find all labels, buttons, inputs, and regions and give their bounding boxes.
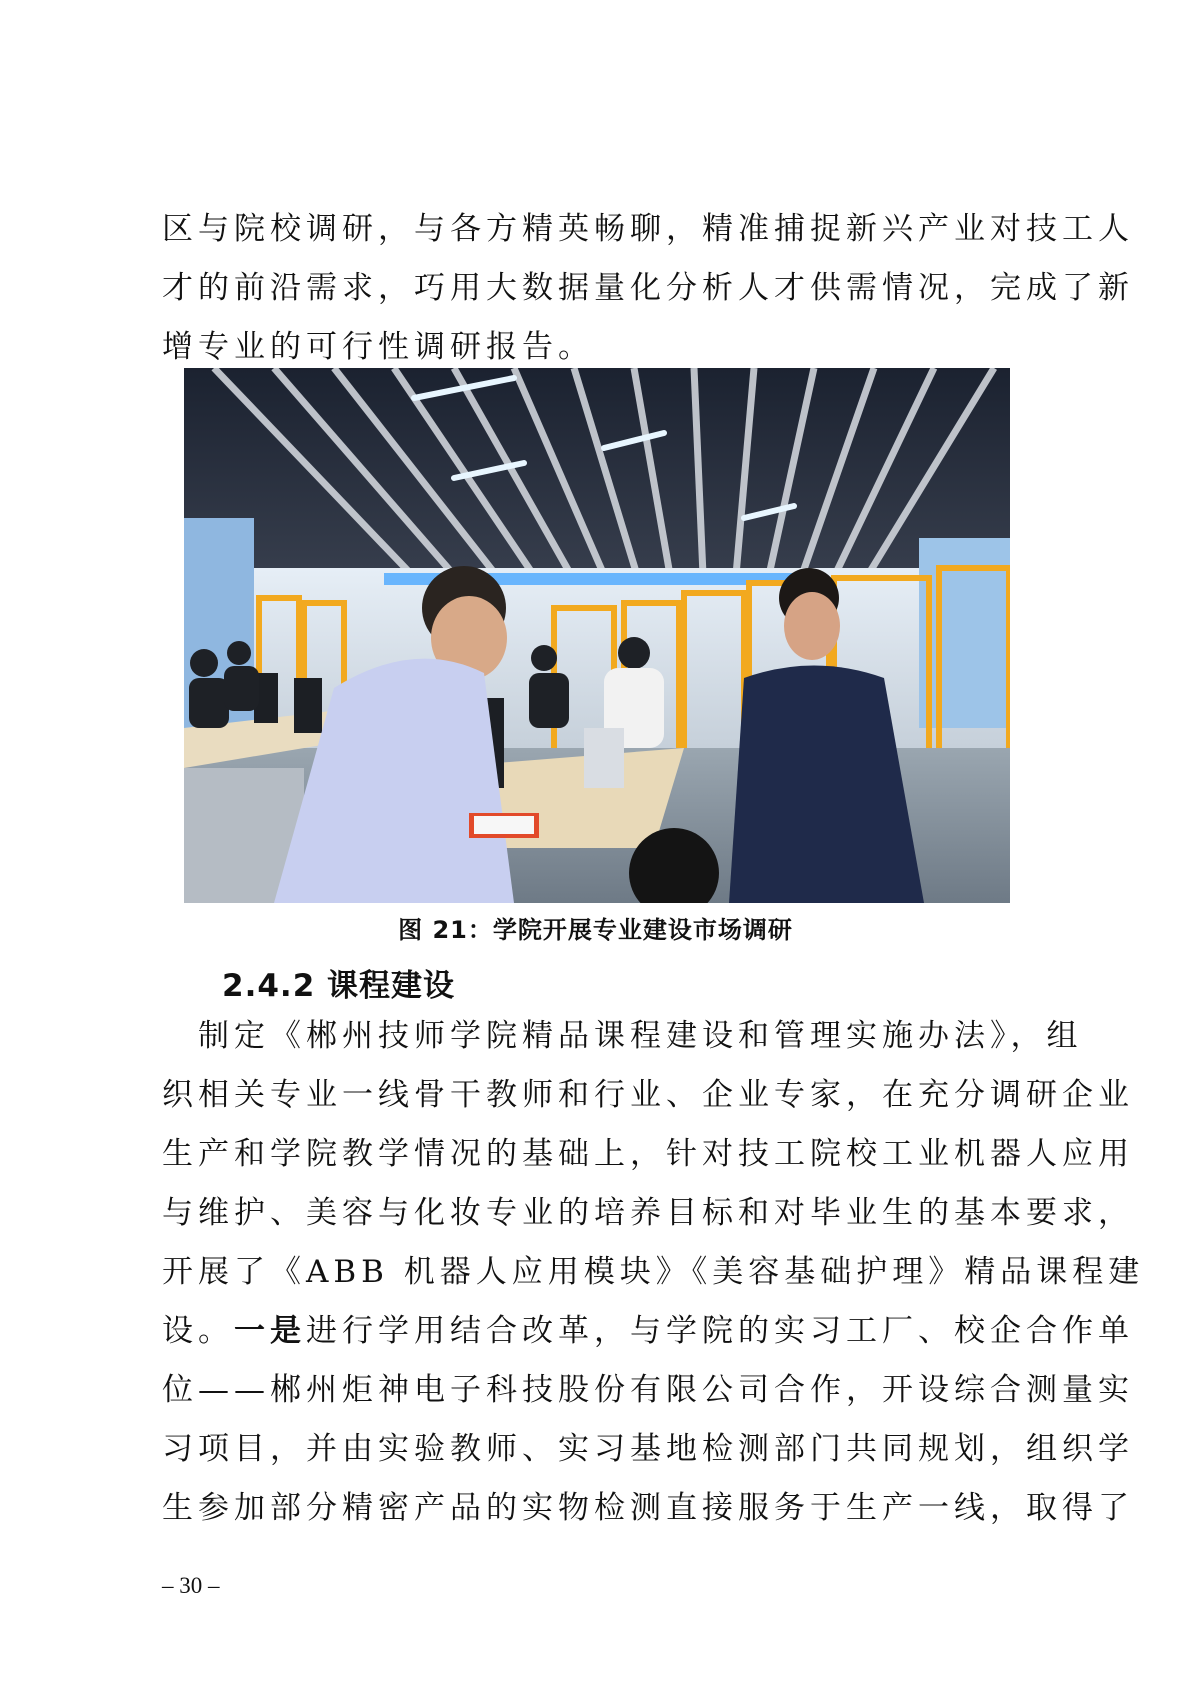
paragraph-line: 开展了《ABB 机器人应用模块》《美容基础护理》精品课程建 [162, 1254, 1145, 1290]
intro-paragraph [162, 200, 1134, 377]
paragraph-line: 生产和学院教学情况的基础上，针对技工院校工业机器人应用 [162, 1136, 1134, 1172]
paragraph-line: 才的前沿需求，巧用大数据量化分析人才供需情况，完成了新 [162, 270, 1134, 306]
section-heading: 2.4.2 课程建设 [222, 968, 456, 1004]
line-prefix: 设。 [162, 1313, 234, 1349]
paragraph-line: 增专业的可行性调研报告。 [162, 329, 594, 365]
paragraph-line: 位——郴州炬神电子科技股份有限公司合作，开设综合测量实 [162, 1372, 1134, 1408]
paragraph-line: 生参加部分精密产品的实物检测直接服务于生产一线，取得了 [162, 1490, 1134, 1526]
page-number: – 30 – [162, 1573, 220, 1598]
line-rest: 进行学用结合改革，与学院的实习工厂、校企合作单 [306, 1313, 1134, 1349]
paragraph-line: 织相关专业一线骨干教师和行业、企业专家，在充分调研企业 [162, 1077, 1134, 1113]
paragraph-line: 与维护、美容与化妆专业的培养目标和对毕业生的基本要求， [162, 1195, 1134, 1231]
paragraph-line [162, 1302, 1134, 1361]
emphasis-first: 一是 [234, 1313, 306, 1349]
training-lab-photo [184, 368, 1010, 903]
figure-caption: 图 21：学院开展专业建设市场调研 [398, 916, 793, 944]
paragraph-line: 习项目，并由实验教师、实习基地检测部门共同规划，组织学 [162, 1431, 1134, 1467]
paragraph-line: 制定《郴州技师学院精品课程建设和管理实施办法》，组 [162, 1018, 1083, 1054]
course-construction-paragraph [162, 1007, 1145, 1538]
paragraph-line: 区与院校调研，与各方精英畅聊，精准捕捉新兴产业对技工人 [162, 211, 1134, 247]
